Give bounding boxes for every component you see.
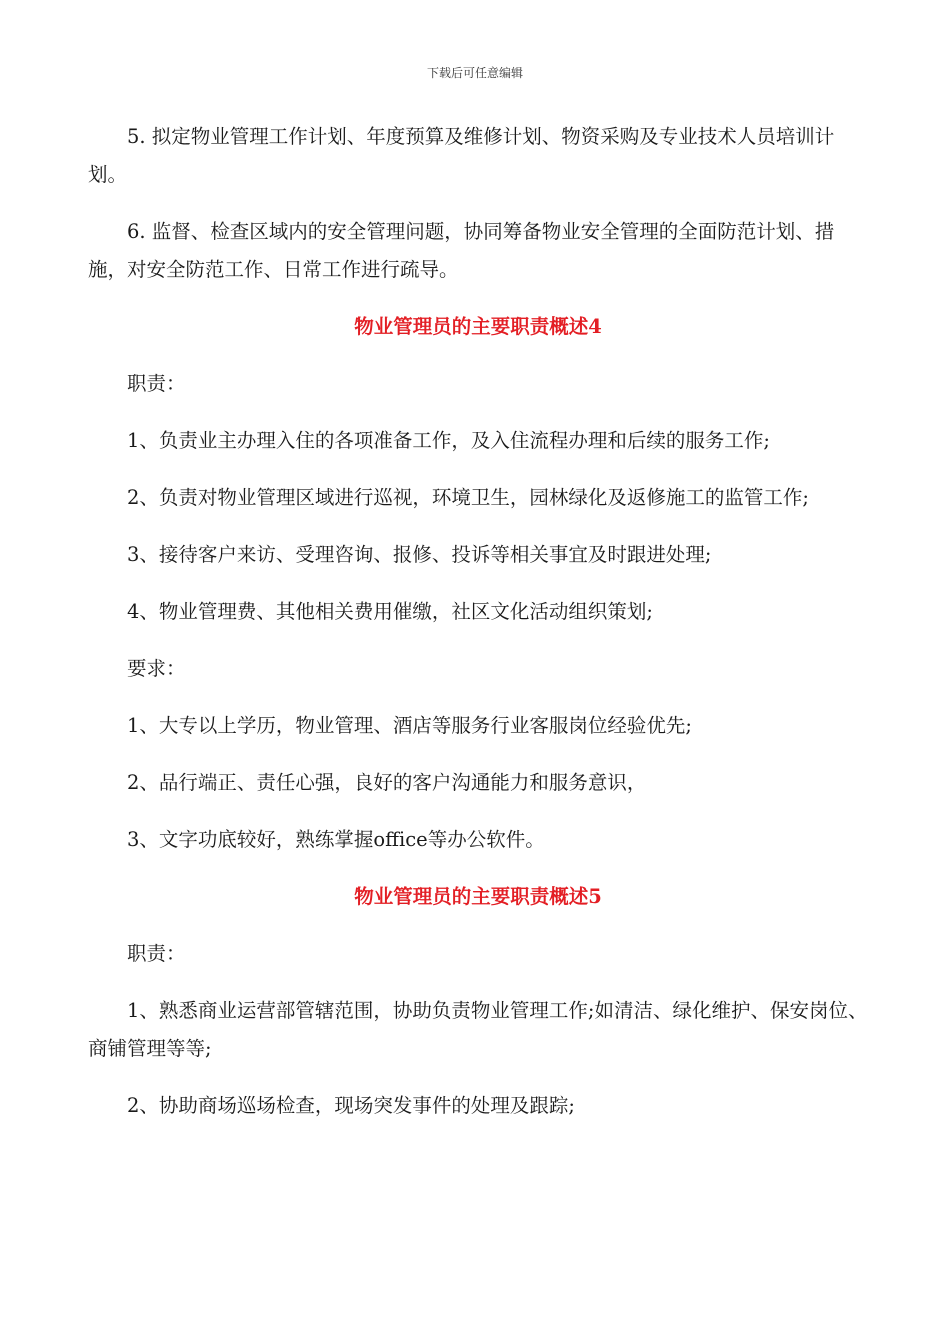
list-item: 1、负责业主办理入住的各项准备工作，及入住流程办理和后续的服务工作; xyxy=(127,429,770,452)
list-item: 2、品行端正、责任心强，良好的客户沟通能力和服务意识， xyxy=(127,771,647,794)
section-title: 物业管理员的主要职责概述5 xyxy=(354,885,602,908)
list-item: 3、文字功底较好，熟练掌握office等办公软件。 xyxy=(127,828,545,851)
requirements-label: 要求： xyxy=(127,657,186,680)
list-item: 6. 监督、检查区域内的安全管理问题，协同筹备物业安全管理的全面防范计划、措施，对安全防范工作、日常工作进行疏导。 xyxy=(88,220,835,281)
duties-label: 职责： xyxy=(127,372,186,395)
list-item: 1、熟悉商业运营部管辖范围，协助负责物业管理工作;如清洁、绿化维护、保安岗位、商铺管理等等; xyxy=(88,999,868,1060)
list-item: 2、协助商场巡场检查，现场突发事件的处理及跟踪; xyxy=(127,1094,575,1117)
document-body xyxy=(88,118,868,1144)
list-item: 4、物业管理费、其他相关费用催缴，社区文化活动组织策划; xyxy=(127,600,653,623)
list-item: 3、接待客户来访、受理咨询、报修、投诉等相关事宜及时跟进处理; xyxy=(127,543,712,566)
duties-label: 职责： xyxy=(127,942,186,965)
list-item: 2、负责对物业管理区域进行巡视，环境卫生，园林绿化及返修施工的监管工作; xyxy=(127,486,809,509)
list-item: 5. 拟定物业管理工作计划、年度预算及维修计划、物资采购及专业技术人员培训计划。 xyxy=(88,125,835,186)
section-title: 物业管理员的主要职责概述4 xyxy=(354,315,602,338)
list-item: 1、大专以上学历，物业管理、酒店等服务行业客服岗位经验优先; xyxy=(127,714,692,737)
page-header-note: 下载后可任意编辑 xyxy=(426,66,523,80)
